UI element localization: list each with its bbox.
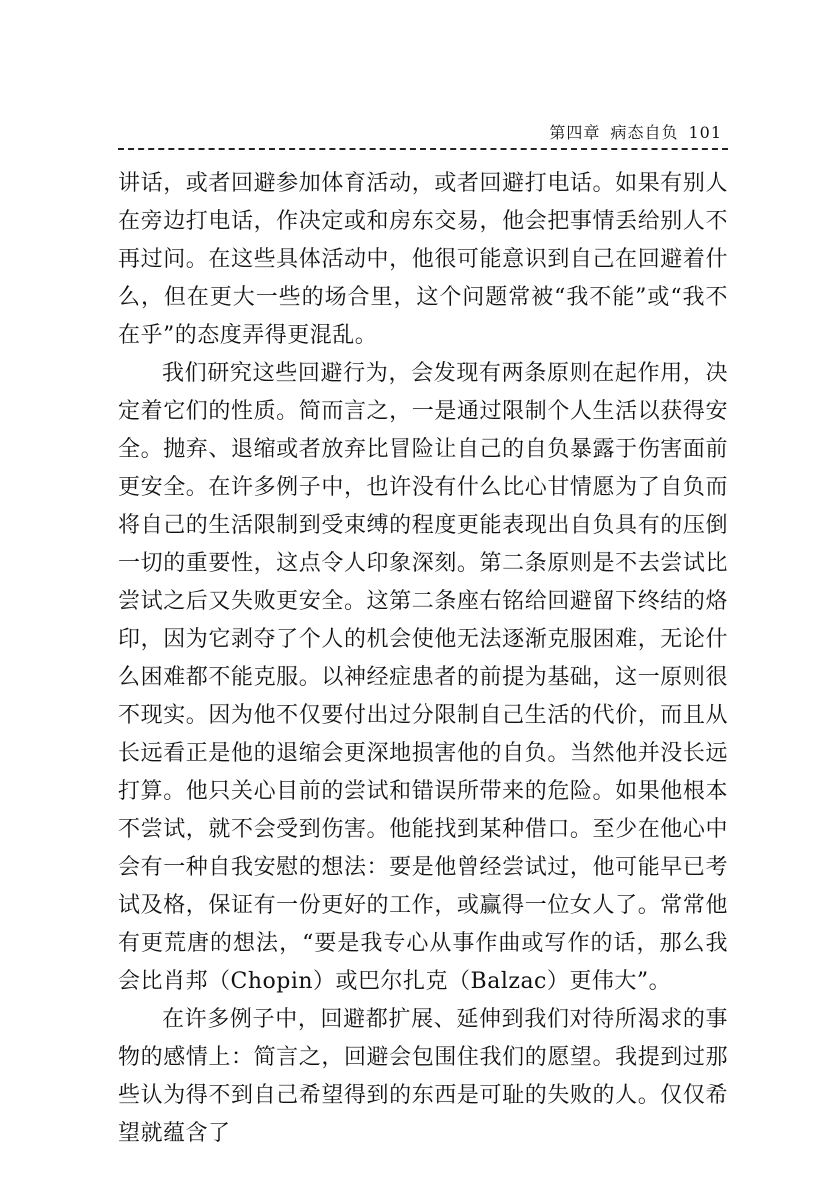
paragraph-2: 我们研究这些回避行为，会发现有两条原则在起作用，决定着它们的性质。简而言之，一是通过限制个人生活以获得安全。抛弃、退缩或者放弃比冒险让自己的自负暴露于伤害面前更安全。在许多例子中，也许没有什么比心甘情愿为了自负而将自己的生活限制到受束缚的程度更能表现出自负具有的压倒一切的重要性，这点令人印象深刻。第二条原则是不去尝试比尝试之后又失败更安全。这第二条座右铭给回避留下终结的烙印，因为它剥夺了个人的机会使他无法逐渐克服困难，无论什么困难都不能克服。以神经症患者的前提为基础，这一原则很不现实。因为他不仅要付出过分限制自己生活的代价，而且从长远看正是他的退缩会更深地损害他的自负。当然他并没长远打算。他只关心目前的尝试和错误所带来的危险。如果他根本不尝试，就不会受到伤害。他能找到某种借口。至少在他心中会有一种自我安慰的想法：要是他曾经尝试过，他可能早已考试及格，保证有一份更好的工作，或赢得一位女人了。常常他有更荒唐的想法，“要是我专心从事作曲或写作的话，那么我会比肖邦（Chopin）或巴尔扎克（Balzac）更伟大”。 — [118, 361, 728, 994]
header-divider — [118, 148, 728, 150]
running-header — [118, 120, 728, 144]
header-text — [539, 120, 722, 143]
section-title: 病态自负 — [610, 123, 679, 142]
chapter-title: 第四章 — [549, 123, 601, 142]
body-text — [118, 165, 728, 1153]
paragraph-1: 讲话，或者回避参加体育活动，或者回避打电话。如果有别人在旁边打电话，作决定或和房东交易，他会把事情丢给别人不再过问。在这些具体活动中，他很可能意识到自己在回避着什么，但在更大一些的场合里，这个问题常被“我不能”或“我不在乎”的态度弄得更混乱。 — [118, 171, 728, 348]
paragraph-3: 在许多例子中，回避都扩展、延伸到我们对待所渴求的事物的感情上：简言之，回避会包围住我们的愿望。我提到过那些认为得不到自己希望得到的东西是可耻的失败的人。仅仅希望就蕴含了 — [118, 1007, 728, 1146]
page-number: 101 — [688, 123, 722, 142]
